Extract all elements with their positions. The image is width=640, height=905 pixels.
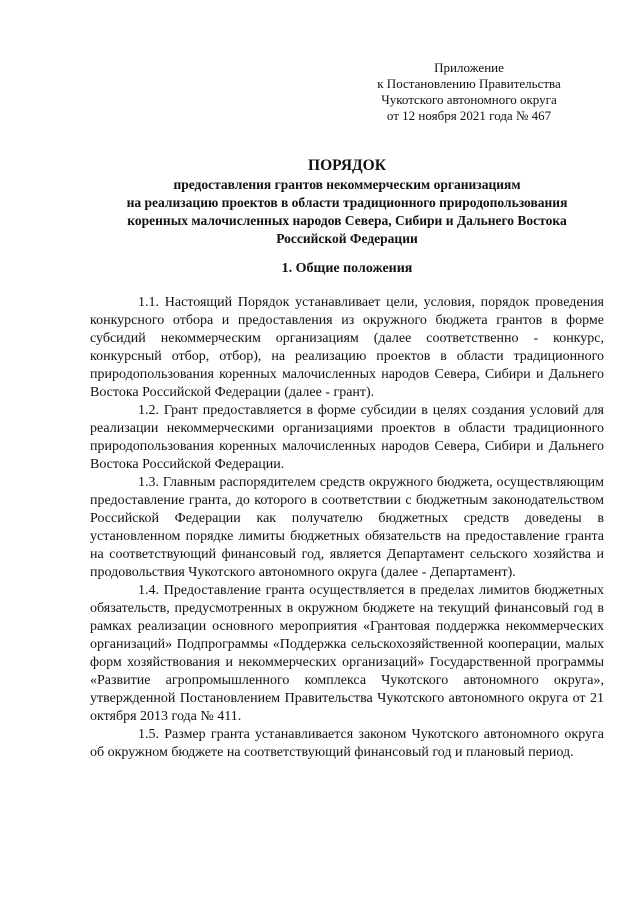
paragraph-1-5: 1.5. Размер гранта устанавливается законом Чукотского автономного округа об окружном бюджете на соответствующий финансовый год и плановый период.: [90, 727, 604, 760]
appendix-line: Чукотского автономного округа: [381, 92, 557, 107]
document-title: [90, 156, 604, 248]
paragraph-1-2: 1.2. Грант предоставляется в форме субсидии в целях создания условий для реализации некоммерческими организациями проектов в области традиционного природопользования коренных малочисленных народов Севера, Сибири и Дальнего Востока Российской Федерации.: [90, 403, 604, 472]
paragraph-1-4: 1.4. Предоставление гранта осуществляется в пределах лимитов бюджетных обязательств, предусмотренных в окружном бюджете на текущий финансовый год в рамках реализации основного мероприятия «Грантовая поддержка некоммерческих организаций» Подпрограммы «Поддержка сельскохозяйственной кооперации, малых форм хозяйствования и некоммерческих организаций» Государственной программы «Развитие агропромышленного комплекса Чукотского автономного округа», утвержденной Постановлением Правительства Чукотского автономного округа от 21 октября 2013 года № 411.: [90, 583, 604, 724]
title-subtitle-line: предоставления грантов некоммерческим организациям: [173, 177, 521, 192]
appendix-line: Приложение: [434, 60, 504, 75]
appendix-line: к Постановлению Правительства: [377, 76, 561, 91]
title-subtitle-line: коренных малочисленных народов Севера, Сибири и Дальнего Востока: [127, 213, 567, 228]
appendix-line: от 12 ноября 2021 года № 467: [386, 108, 552, 123]
title-subtitle-line: на реализацию проектов в области традиционного природопользования: [126, 195, 568, 210]
title-subtitle-line: Российской Федерации: [276, 231, 418, 246]
section-heading: 1. Общие положения: [281, 261, 413, 276]
paragraph-1-1: 1.1. Настоящий Порядок устанавливает цели, условия, порядок проведения конкурсного отбора и предоставления из окружного бюджета грантов в форме субсидий некоммерческим организациям (далее соответственно - конкурс, конкурсный отбор, отбор), на реализацию проектов в области традиционного природопользования коренных малочисленных народов Севера, Сибири и Дальнего Востока Российской Федерации (далее - грант).: [90, 295, 604, 400]
title-heading: ПОРЯДОК: [308, 157, 386, 174]
appendix-block: [360, 60, 578, 124]
document-body: [90, 294, 604, 762]
paragraph-1-3: 1.3. Главным распорядителем средств окружного бюджета, осуществляющим предоставление гранта, до которого в соответствии с бюджетным законодательством Российской Федерации как получателю бюджетных средств доведены в установленном порядке лимиты бюджетных обязательств на предоставление гранта на соответствующий финансовый год, является Департамент сельского хозяйства и продовольствия Чукотского автономного округа (далее - Департамент).: [90, 475, 604, 580]
